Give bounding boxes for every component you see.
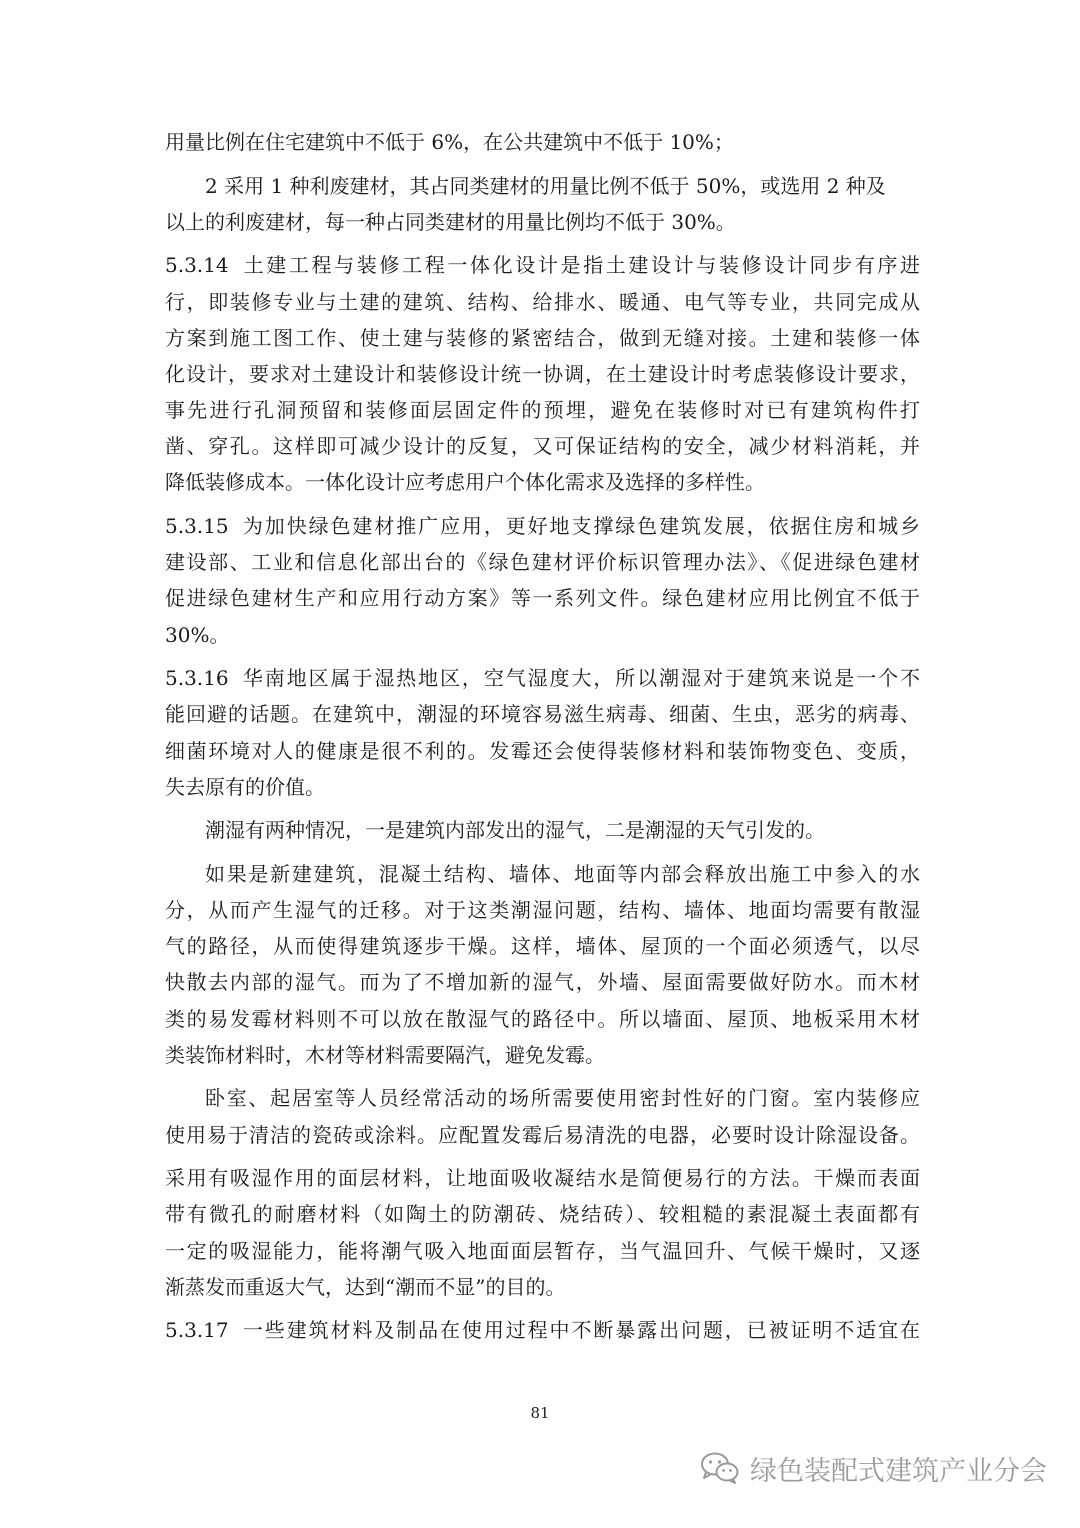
text-line [165, 769, 920, 805]
line-text: 化设计，要求对土建设计和装修设计统一协调，在土建设计时考虑装修设计要求， [165, 361, 920, 386]
line-text: 事先进行孔洞预留和装修面层固定件的预埋，避免在装修时对已有建筑构件打 [165, 398, 920, 423]
text-line [165, 1196, 920, 1232]
line-text: 卧室、起居室等人员经常活动的场所需要使用密封性好的门窗。室内装修应 [205, 1086, 920, 1111]
text-line [165, 1080, 920, 1116]
text-line [165, 1001, 920, 1037]
body-text [165, 124, 920, 1349]
line-text: 促进绿色建材生产和应用行动方案》等一系列文件。绿色建材应用比例宜不低于 [165, 586, 920, 611]
watermark-text: 绿色装配式建筑产业分会 [750, 1455, 1047, 1487]
line-text: 方案到施工图工作、使土建与装修的紧密结合，做到无缝对接。土建和装修一体 [165, 325, 920, 350]
line-text: 类的易发霉材料则不可以放在散湿气的路径中。所以墙面、屋顶、地板采用木材 [165, 1006, 920, 1031]
line-text: 土建工程与装修工程一体化设计是指土建设计与装修设计同步有序进 [241, 253, 920, 278]
text-line [165, 1312, 920, 1348]
line-text: 30%。 [165, 622, 230, 647]
text-line [165, 733, 920, 769]
clause-number: 5.3.14 [165, 253, 229, 278]
text-line [165, 464, 920, 500]
line-text: 快散去内部的湿气。而为了不增加新的湿气，外墙、屋面需要做好防水。而木材 [165, 970, 920, 995]
text-line [165, 1117, 920, 1153]
text-line [165, 1233, 920, 1269]
text-line [165, 168, 920, 204]
text-line [165, 284, 920, 320]
text-line [165, 928, 920, 964]
line-text: 2 采用 1 种利废建材，其占同类建材的用量比例不低于 50%，或选用 2 种及 [205, 173, 886, 198]
line-text: 气的路径，从而使得建筑逐步干燥。这样，墙体、屋顶的一个面必须透气，以尽 [165, 934, 920, 959]
paragraph-gap [165, 501, 920, 508]
line-text: 能回避的话题。在建筑中，潮湿的环境容易滋生病毒、细菌、生虫，恶劣的病毒、 [165, 702, 920, 727]
line-text: 渐蒸发而重返大气，达到“潮而不显”的目的。 [165, 1274, 566, 1299]
text-line [165, 356, 920, 392]
text-line [165, 1269, 920, 1305]
line-text: 行，即装修专业与土建的建筑、结构、给排水、暖通、电气等专业，共同完成从 [165, 289, 920, 314]
text-line [165, 856, 920, 892]
paragraph-gap [165, 1153, 920, 1160]
wechat-icon [700, 1451, 740, 1485]
clause-number: 5.3.15 [165, 514, 229, 539]
text-line [165, 508, 920, 544]
clause-number: 5.3.17 [165, 1318, 229, 1343]
text-line [165, 964, 920, 1000]
text-line [165, 247, 920, 283]
text-line [165, 660, 920, 696]
line-text: 一些建筑材料及制品在使用过程中不断暴露出问题，已被证明不适宜在 [241, 1318, 920, 1343]
text-line [165, 204, 920, 240]
paragraph-gap [165, 805, 920, 812]
text-line [165, 617, 920, 653]
paragraph-gap [165, 849, 920, 856]
line-text: 采用有吸湿作用的面层材料，让地面吸收凝结水是简便易行的方法。干燥而表面 [165, 1166, 920, 1191]
line-text: 细菌环境对人的健康是很不利的。发霉还会使得装修材料和装饰物变色、变质， [165, 738, 920, 763]
text-line [165, 892, 920, 928]
text-line [165, 580, 920, 616]
text-line [165, 428, 920, 464]
text-line [165, 1160, 920, 1196]
line-text: 以上的利废建材，每一种占同类建材的用量比例均不低于 30%。 [165, 209, 736, 234]
line-text: 凿、穿孔。这样即可减少设计的反复，又可保证结构的安全，减少材料消耗，并 [165, 434, 920, 459]
line-text: 华南地区属于湿热地区，空气湿度大，所以潮湿对于建筑来说是一个不 [241, 666, 920, 691]
line-text: 分，从而产生湿气的迁移。对于这类潮湿问题，结构、墙体、地面均需要有散湿 [165, 898, 920, 923]
paragraph-gap [165, 653, 920, 660]
line-text: 建设部、工业和信息化部出台的《绿色建材评价标识管理办法》、《促进绿色建材 [165, 550, 920, 575]
text-line [165, 544, 920, 580]
line-text: 带有微孔的耐磨材料（如陶土的防潮砖、烧结砖）、较粗糙的素混凝土表面都有 [165, 1202, 920, 1227]
line-text: 如果是新建建筑，混凝土结构、墙体、地面等内部会释放出施工中参入的水 [205, 861, 920, 886]
text-line [165, 124, 920, 160]
line-text: 潮湿有两种情况，一是建筑内部发出的湿气，二是潮湿的天气引发的。 [205, 818, 825, 843]
text-line [165, 320, 920, 356]
line-text: 为加快绿色建材推广应用，更好地支撑绿色建筑发展，依据住房和城乡 [241, 514, 920, 539]
paragraph-gap [165, 1073, 920, 1080]
line-text: 使用易于清洁的瓷砖或涂料。应配置发霉后易清洗的电器，必要时设计除湿设备。 [165, 1122, 920, 1147]
paragraph-gap [165, 1305, 920, 1312]
line-text: 用量比例在住宅建筑中不低于 6%，在公共建筑中不低于 10%； [165, 130, 734, 154]
text-line [165, 696, 920, 732]
page-number: 81 [530, 1404, 550, 1422]
line-text: 一定的吸湿能力，能将潮气吸入地面面层暂存，当气温回升、气候干燥时，又逐 [165, 1238, 920, 1263]
text-line [165, 812, 920, 848]
paragraph-gap [165, 160, 920, 167]
text-line [165, 392, 920, 428]
line-text: 失去原有的价值。 [165, 774, 325, 799]
line-text: 类装饰材料时，木材等材料需要隔汽，避免发霉。 [165, 1042, 605, 1067]
clause-number: 5.3.16 [165, 666, 229, 691]
watermark [700, 1448, 1047, 1488]
paragraph-gap [165, 240, 920, 247]
line-text: 降低装修成本。一体化设计应考虑用户个体化需求及选择的多样性。 [165, 470, 765, 495]
text-line [165, 1037, 920, 1073]
